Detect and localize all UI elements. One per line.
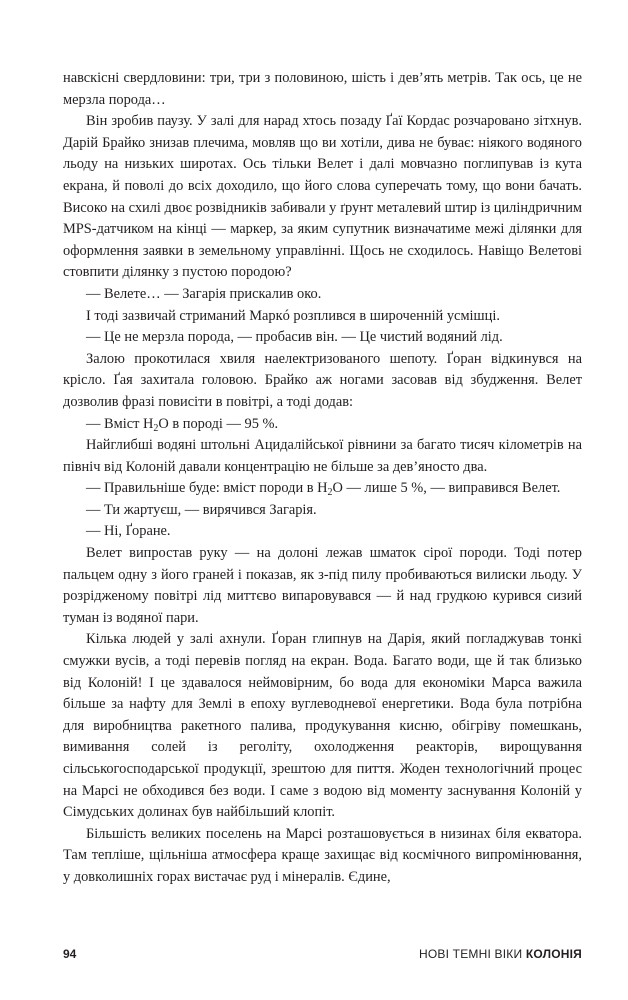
- series-title: НОВІ ТЕМНІ ВІКИ: [419, 947, 523, 961]
- paragraph: Найглибші водяні штольні Ацидалійської рівнини за багато тисяч кілометрів на північ від Колоній давали концентрацію не більше за дев’яносто два.: [63, 437, 582, 475]
- h2o-text-before: — Вміст H: [86, 415, 154, 432]
- dialogue-line: — Ти жартуєш, — вирячився Загарія.: [86, 501, 317, 518]
- paragraph: Він зробив паузу. У залі для нарад хтось позаду Ґаї Кордас розчаровано зітхнув. Дарій Брайко знизав плечима, мовляв що ви хотіли, дива не буває: ніякого водяного льоду на низьких широтах. Ось тільки Велет і далі мовчазно поглипував із кута екрана, й поволі до всіх доходило, що його слова суперечать тому, що вони бачать. Високо на схилі двоє розвідників забивали у ґрунт металевий штир із циліндричним MPS-датчиком на кінці — маркер, за яким супутник визначатиме межі ділянки для оформлення заявки в земельному управлінні. Щось не сходилось. Навіщо Велетові стовпити ділянку з пустою породою?: [63, 113, 583, 281]
- paragraph: Кілька людей у залі ахнули. Ґоран глипнув на Дарія, який погладжував тонкі смужки вусів, а тоді перевів погляд на екран. Вода. Багато води, ще й так близько від Колоній! І це здавалося неймовірним, бо вода для економіки Марса важила більше за нафту для Землі в епоху вуглеводневої енергетики. Вода була потрібна для виробництва ракетного палива, продукування кисню, обігріву помешкань, вимивання солей із реголіту, охолодження реакторів, вирощування сільськогосподарської продукції, зрештою для пиття. Жоден технологічний процес на Марсі не обходився без води. І саме з водою від моменту заснування Колоній у Сімудських долинах був найбільший клопіт.: [63, 631, 582, 821]
- paragraph: І тоді зазвичай стриманий Маркó розплився в широченній усмішці.: [86, 307, 500, 324]
- page-number: 94: [63, 947, 77, 961]
- dialogue-line: — Це не мерзла порода, — пробасив він. — Це чистий водяний лід.: [86, 329, 503, 346]
- paragraph: Залою прокотилася хвиля наелектризованого шепоту. Ґоран відкинувся на крісло. Ґая захитала головою. Брайко аж ногами засовав від збудження. Велет дозволив фразі повисіти в повітрі, а тоді додав:: [63, 350, 582, 410]
- book-title: КОЛОНІЯ: [525, 947, 582, 961]
- dialogue-line-h2o: [63, 414, 582, 436]
- correction-text-after: O — лише 5 %, — виправився Велет.: [332, 480, 561, 497]
- dialogue-line-correction: [63, 478, 582, 500]
- body-text: [63, 68, 582, 889]
- correction-text-before: — Правильніше буде: вміст породи в H: [86, 480, 328, 497]
- h2o-subscript: 2: [153, 422, 159, 434]
- paragraph: навскісні свердловини: три, три з половиною, шість і дев’ять метрів. Так ось, це не мерзла порода…: [63, 70, 582, 108]
- dialogue-line: — Ні, Ґоране.: [86, 523, 171, 540]
- paragraph: Більшість великих поселень на Марсі розташовується в низинах біля екватора. Там тепліше, щільніша атмосфера краще захищає від космічного випромінювання, у довколишніх горах вистачає руд і мінералів. Єдине,: [63, 825, 582, 885]
- running-head: [419, 947, 582, 961]
- paragraph: Велет випростав руку — на долоні лежав шматок сірої породи. Тоді потер пальцем одну з його граней і показав, як з-під пилу пробиваються вилиски льоду. У розрідженому повітрі лід миттєво випаровувався — й над грудкою курився сизий туман із водяної пари.: [63, 545, 582, 626]
- h2o-text-after: O в породі — 95 %.: [158, 415, 279, 432]
- correction-subscript: 2: [327, 487, 333, 499]
- page-footer: [63, 947, 582, 965]
- dialogue-line: — Велете… — Загарія прискалив око.: [86, 285, 322, 302]
